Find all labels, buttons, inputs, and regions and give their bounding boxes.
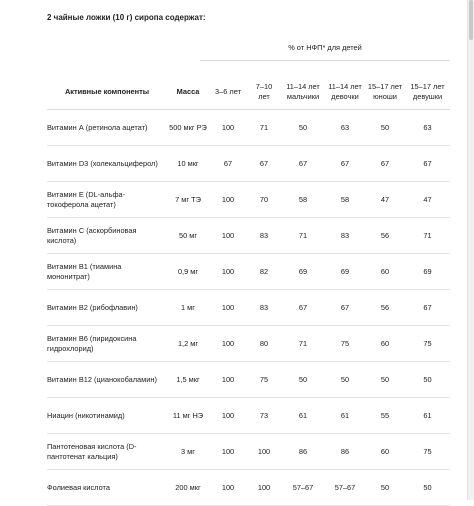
table-row (47, 218, 450, 254)
percent-cell: 58 (325, 182, 365, 218)
table-row (47, 326, 450, 362)
percent-cell: 75 (405, 434, 450, 470)
percent-cell: 50 (365, 110, 405, 146)
percent-cell: 100 (209, 434, 247, 470)
percent-cell: 100 (247, 470, 281, 506)
column-header-age-15-17-girls: 15–17 лет девушки (405, 74, 450, 110)
component-mass: 0,9 мг (167, 254, 209, 290)
percent-cell: 56 (365, 290, 405, 326)
component-name: Витамин В12 (цианокобаламин) (47, 362, 167, 398)
percent-cell: 61 (405, 398, 450, 434)
component-name: Витамин С (аскорбиновая кислота) (47, 218, 167, 254)
component-name: Витамин В2 (рибофлавин) (47, 290, 167, 326)
percent-cell: 100 (209, 182, 247, 218)
table-row (47, 182, 450, 218)
column-header-age-11-14-girls: 11–14 лет девочки (325, 74, 365, 110)
percent-cell: 67 (325, 146, 365, 182)
scrollbar-thumb[interactable] (469, 0, 473, 40)
column-header-age-11-14-boys: 11–14 лет мальчики (281, 74, 325, 110)
percent-cell: 67 (209, 146, 247, 182)
component-mass: 1 мг (167, 290, 209, 326)
percent-cell: 50 (365, 362, 405, 398)
group-divider (200, 60, 450, 61)
component-mass: 500 мкг РЭ (167, 110, 209, 146)
column-header-components: Активные компоненты (47, 74, 167, 110)
table-header-row (47, 74, 450, 110)
percent-cell: 100 (209, 326, 247, 362)
percent-cell: 69 (281, 254, 325, 290)
percent-cell: 67 (405, 290, 450, 326)
percent-cell: 67 (281, 146, 325, 182)
table-row (47, 470, 450, 506)
percent-cell: 67 (247, 146, 281, 182)
percent-cell: 61 (281, 398, 325, 434)
percent-cell: 58 (281, 182, 325, 218)
table-row (47, 110, 450, 146)
percent-cell: 50 (281, 110, 325, 146)
component-name: Витамин А (ретинола ацетат) (47, 110, 167, 146)
page-title: 2 чайные ложки (10 г) сиропа содержат: (47, 13, 206, 22)
group-header: % от НФП* для детей (288, 43, 362, 52)
column-header-age-15-17-boys: 15–17 лет юноши (365, 74, 405, 110)
percent-cell: 67 (325, 290, 365, 326)
percent-cell: 61 (325, 398, 365, 434)
percent-cell: 100 (209, 470, 247, 506)
percent-cell: 86 (281, 434, 325, 470)
percent-cell: 73 (247, 398, 281, 434)
percent-cell: 75 (247, 362, 281, 398)
component-mass: 7 мг ТЭ (167, 182, 209, 218)
percent-cell: 63 (325, 110, 365, 146)
percent-cell: 80 (247, 326, 281, 362)
percent-cell: 86 (325, 434, 365, 470)
percent-cell: 70 (247, 182, 281, 218)
component-name: Пантотеновая кислота (D-пантотенат кальция) (47, 434, 167, 470)
percent-cell: 83 (247, 290, 281, 326)
table-row (47, 362, 450, 398)
component-mass: 200 мкг (167, 470, 209, 506)
percent-cell: 100 (209, 290, 247, 326)
percent-cell: 100 (209, 254, 247, 290)
percent-cell: 69 (405, 254, 450, 290)
percent-cell: 60 (365, 254, 405, 290)
percent-cell: 63 (405, 110, 450, 146)
percent-cell: 100 (247, 434, 281, 470)
percent-cell: 71 (405, 218, 450, 254)
component-mass: 1,5 мкг (167, 362, 209, 398)
column-header-mass: Масса (167, 74, 209, 110)
column-header-age-7-10: 7–10 лет (247, 74, 281, 110)
percent-cell: 47 (365, 182, 405, 218)
percent-cell: 57–67 (325, 470, 365, 506)
percent-cell: 50 (365, 470, 405, 506)
percent-cell: 83 (247, 218, 281, 254)
percent-cell: 69 (325, 254, 365, 290)
percent-cell: 75 (405, 326, 450, 362)
component-name: Ниацин (никотинамид) (47, 398, 167, 434)
percent-cell: 100 (209, 218, 247, 254)
percent-cell: 50 (325, 362, 365, 398)
percent-cell: 56 (365, 218, 405, 254)
percent-cell: 67 (405, 146, 450, 182)
scrollbar[interactable] (467, 0, 474, 500)
percent-cell: 71 (281, 218, 325, 254)
component-mass: 1,2 мг (167, 326, 209, 362)
percent-cell: 75 (325, 326, 365, 362)
percent-cell: 55 (365, 398, 405, 434)
component-name: Витамин В6 (пиридоксина гидрохлорид) (47, 326, 167, 362)
column-header-age-3-6: 3–6 лет (209, 74, 247, 110)
percent-cell: 100 (209, 362, 247, 398)
component-mass: 3 мг (167, 434, 209, 470)
percent-cell: 50 (281, 362, 325, 398)
percent-cell: 50 (405, 470, 450, 506)
component-name: Витамин В1 (тиамина мононитрат) (47, 254, 167, 290)
table-row (47, 290, 450, 326)
component-name: Фолиевая кислота (47, 470, 167, 506)
percent-cell: 100 (209, 110, 247, 146)
percent-cell: 47 (405, 182, 450, 218)
nutrients-table (47, 74, 450, 506)
component-name: Витамин D3 (холекальциферол) (47, 146, 167, 182)
table-row (47, 434, 450, 470)
percent-cell: 83 (325, 218, 365, 254)
percent-cell: 67 (281, 290, 325, 326)
percent-cell: 50 (405, 362, 450, 398)
component-name: Витамин Е (DL-альфа-токоферола ацетат) (47, 182, 167, 218)
percent-cell: 60 (365, 434, 405, 470)
component-mass: 11 мг НЭ (167, 398, 209, 434)
component-mass: 50 мг (167, 218, 209, 254)
percent-cell: 60 (365, 326, 405, 362)
percent-cell: 67 (365, 146, 405, 182)
percent-cell: 71 (247, 110, 281, 146)
component-mass: 10 мкг (167, 146, 209, 182)
percent-cell: 71 (281, 326, 325, 362)
table-row (47, 398, 450, 434)
percent-cell: 57–67 (281, 470, 325, 506)
table-row (47, 146, 450, 182)
percent-cell: 82 (247, 254, 281, 290)
table-row (47, 254, 450, 290)
percent-cell: 100 (209, 398, 247, 434)
